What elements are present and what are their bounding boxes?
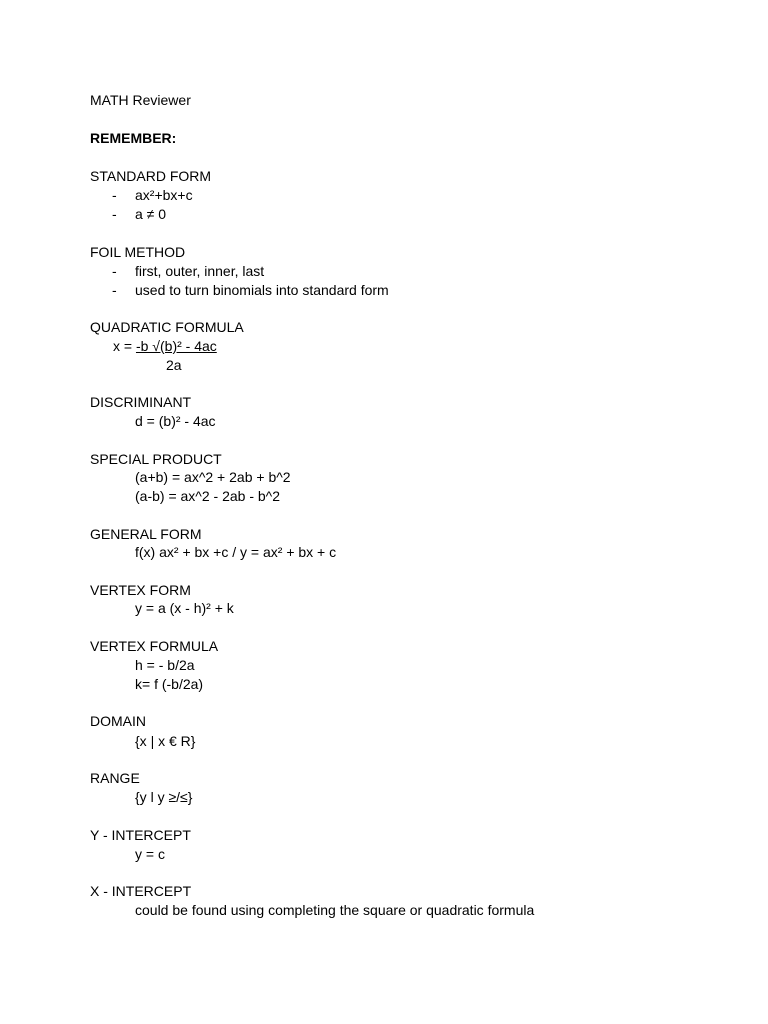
bullet-dash: - bbox=[112, 187, 117, 203]
x-intercept-line: could be found using completing the square or quadratic formula bbox=[135, 902, 535, 918]
foil-method-bullet: first, outer, inner, last bbox=[135, 263, 265, 279]
discriminant-line: d = (b)² - 4ac bbox=[135, 413, 216, 429]
quadratic-formula-numerator: -b √(b)² - 4ac bbox=[135, 338, 217, 354]
foil-method-heading: FOIL METHOD bbox=[90, 244, 186, 260]
general-form-line: f(x) ax² + bx +c / y = ax² + bx + c bbox=[135, 544, 337, 560]
special-product-line: (a-b) = ax^2 - 2ab - b^2 bbox=[135, 488, 281, 504]
foil-method-bullet: used to turn binomials into standard form bbox=[135, 282, 389, 298]
vertex-form-heading: VERTEX FORM bbox=[90, 582, 191, 598]
standard-form-bullet: ax²+bx+c bbox=[135, 187, 193, 203]
vertex-form-line: y = a (x - h)² + k bbox=[135, 600, 234, 616]
range-heading: RANGE bbox=[90, 770, 140, 786]
document-title: MATH Reviewer bbox=[90, 92, 191, 108]
remember-heading: REMEMBER: bbox=[90, 130, 177, 146]
vertex-formula-line: k= f (-b/2a) bbox=[135, 676, 204, 692]
standard-form-bullet: a ≠ 0 bbox=[135, 206, 167, 222]
y-intercept-line: y = c bbox=[135, 846, 165, 862]
bullet-dash: - bbox=[112, 282, 117, 298]
domain-line: {x | x € R} bbox=[135, 733, 196, 749]
quadratic-formula-heading: QUADRATIC FORMULA bbox=[90, 319, 244, 335]
standard-form-heading: STANDARD FORM bbox=[90, 168, 212, 184]
range-line: {y l y ≥/≤} bbox=[135, 789, 193, 805]
y-intercept-heading: Y - INTERCEPT bbox=[90, 827, 191, 843]
bullet-dash: - bbox=[112, 206, 117, 222]
quadratic-formula-denominator: 2a bbox=[166, 357, 182, 373]
quadratic-formula-expression bbox=[113, 337, 217, 355]
general-form-heading: GENERAL FORM bbox=[90, 526, 202, 542]
special-product-heading: SPECIAL PRODUCT bbox=[90, 451, 222, 467]
vertex-formula-line: h = - b/2a bbox=[135, 657, 195, 673]
vertex-formula-heading: VERTEX FORMULA bbox=[90, 638, 219, 654]
discriminant-heading: DISCRIMINANT bbox=[90, 394, 192, 410]
quadratic-formula-lhs: x = bbox=[113, 338, 136, 354]
bullet-dash: - bbox=[112, 263, 117, 279]
x-intercept-heading: X - INTERCEPT bbox=[90, 883, 192, 899]
special-product-line: (a+b) = ax^2 + 2ab + b^2 bbox=[135, 469, 291, 485]
domain-heading: DOMAIN bbox=[90, 713, 146, 729]
